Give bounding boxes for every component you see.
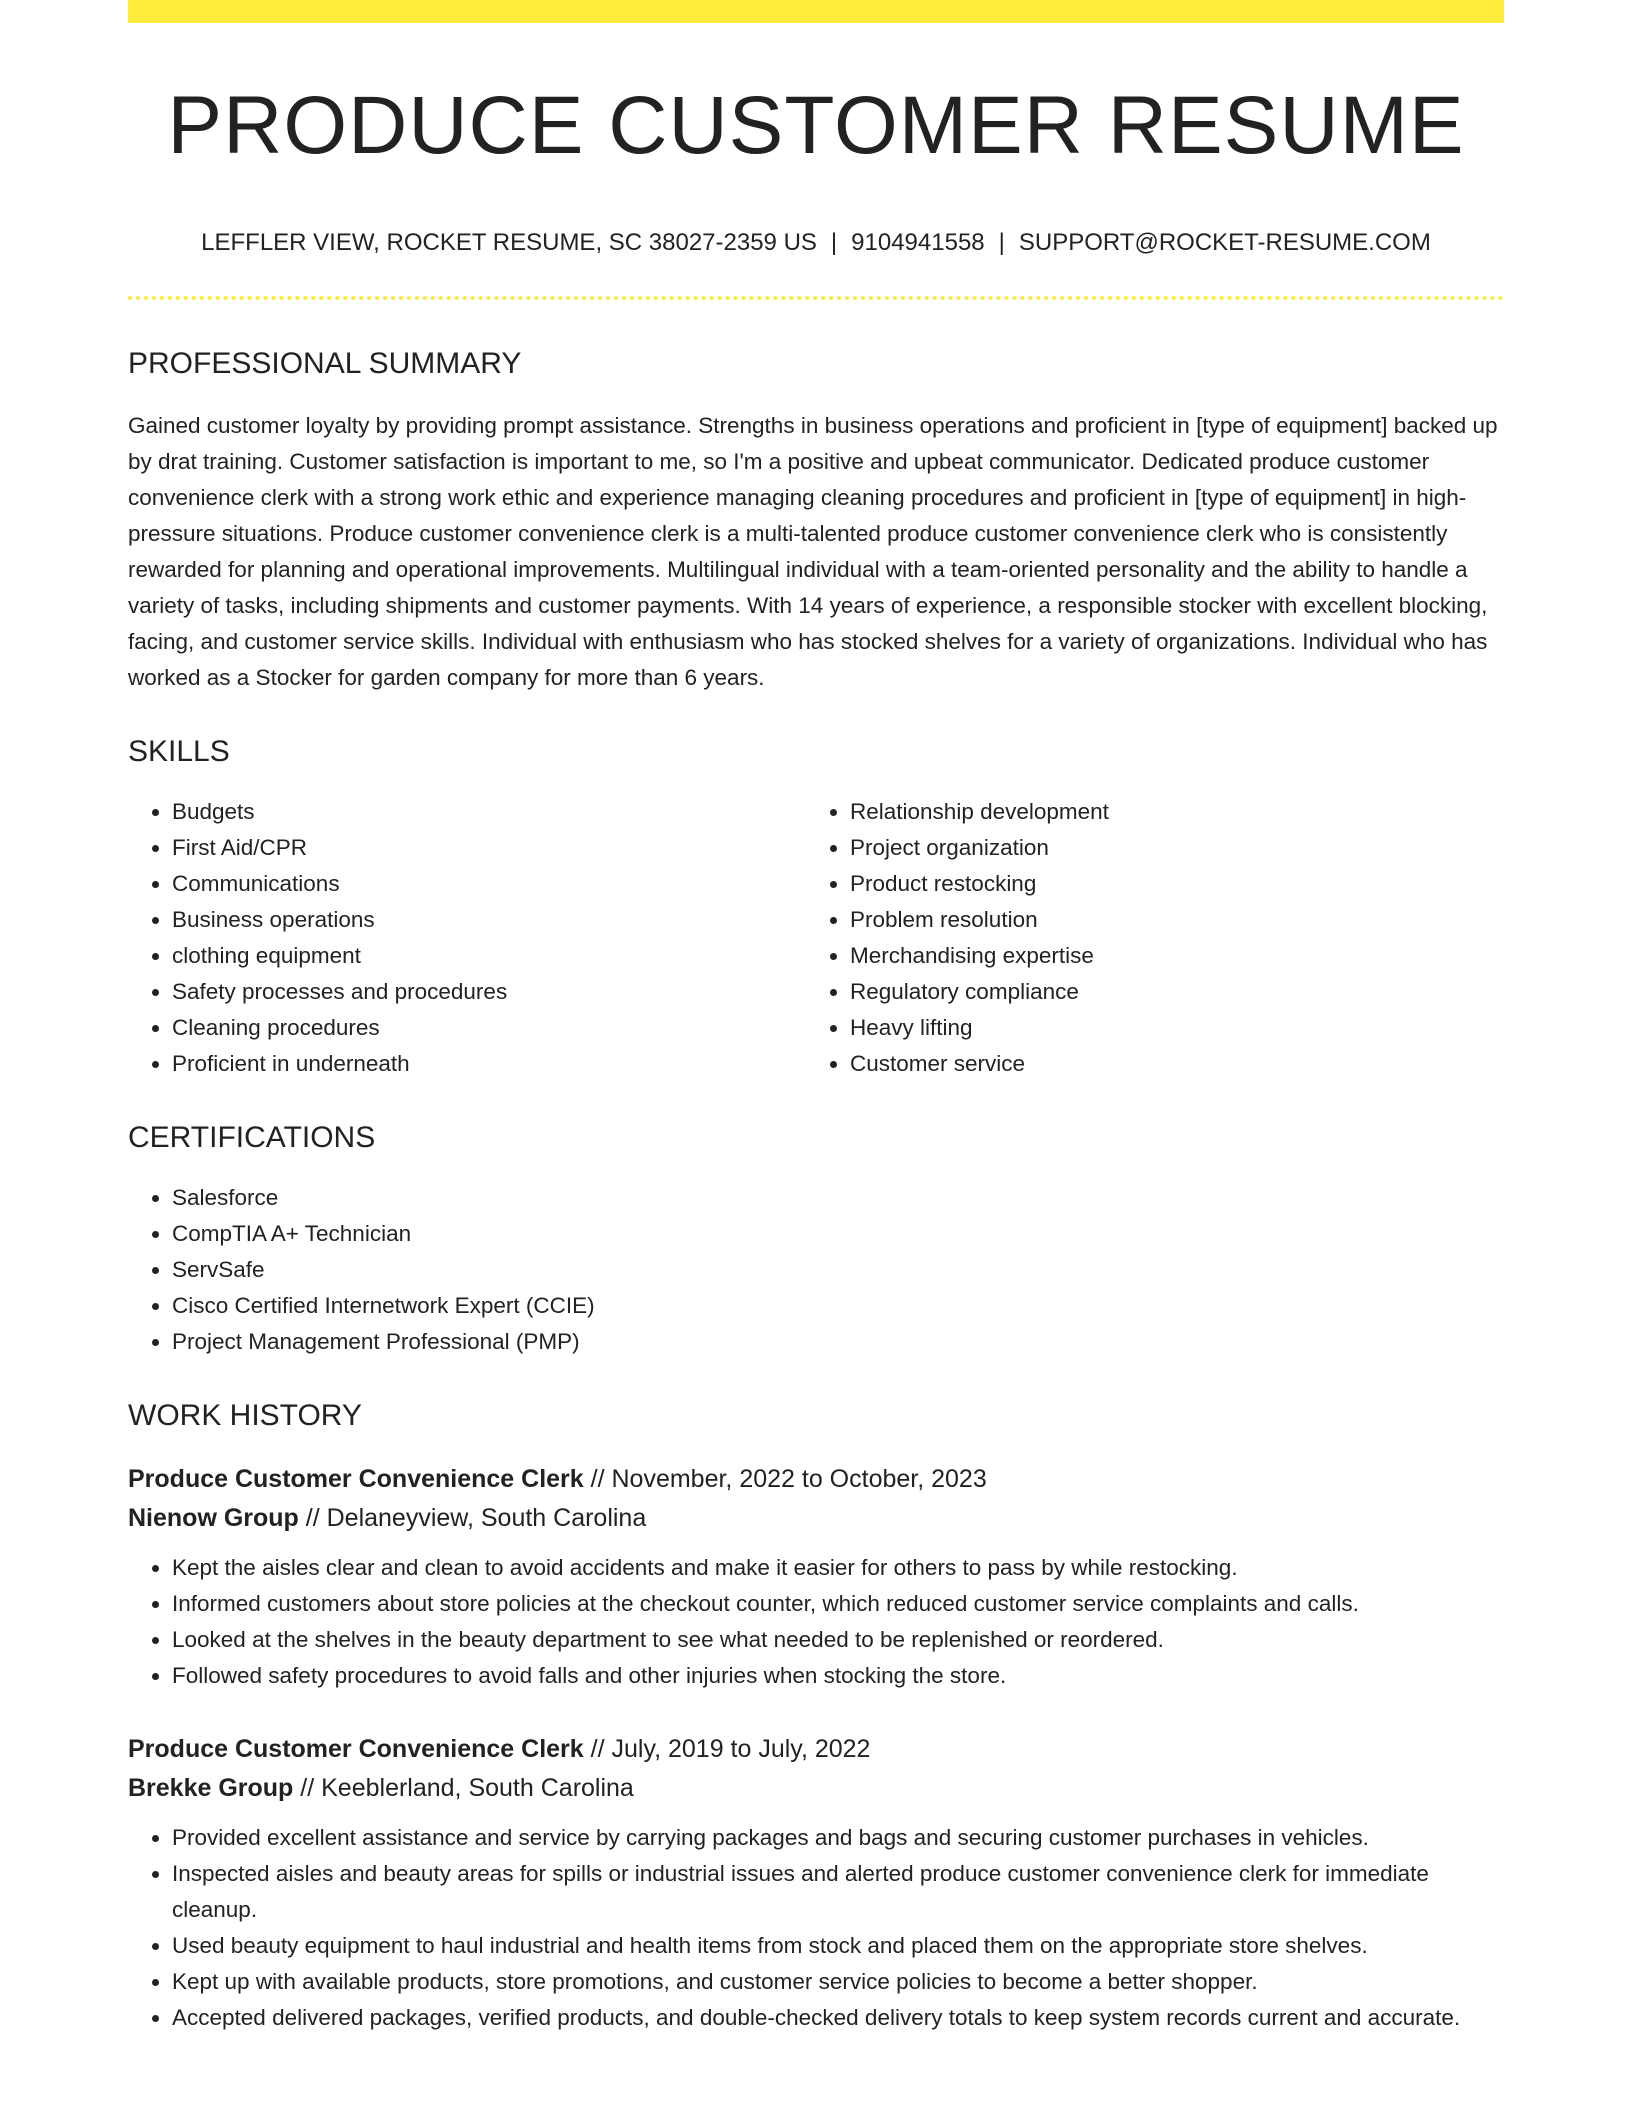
skill-item: • Relationship development xyxy=(850,794,1484,830)
job-location: // Delaneyview, South Carolina xyxy=(298,1503,647,1532)
certification-item: • Project Management Professional (PMP) xyxy=(172,1324,1504,1360)
job-dates: // November, 2022 to October, 2023 xyxy=(583,1464,987,1493)
summary-heading: PROFESSIONAL SUMMARY xyxy=(128,346,522,380)
job-bullet: • Accepted delivered packages, verified products, and double-checked delivery totals to keep system records current and accurate. xyxy=(172,2000,1504,2036)
accent-bar xyxy=(128,0,1504,23)
job-bullet: • Kept the aisles clear and clean to avoid accidents and make it easier for others to pass by while restocking. xyxy=(172,1550,1504,1586)
skill-item: • Budgets xyxy=(172,794,806,830)
dotted-divider xyxy=(128,296,1504,300)
job-bullets xyxy=(128,1820,1504,2036)
job-position: Produce Customer Convenience Clerk xyxy=(128,1464,584,1493)
skill-item: • Safety processes and procedures xyxy=(172,974,806,1010)
job-bullet: • Followed safety procedures to avoid falls and other injuries when stocking the store. xyxy=(172,1658,1504,1694)
skill-item: • Regulatory compliance xyxy=(850,974,1484,1010)
job-company-line xyxy=(128,1769,1504,1808)
job-company-line xyxy=(128,1499,1504,1538)
contact-line xyxy=(128,229,1504,258)
skills-columns xyxy=(128,794,1504,1082)
contact-email: SUPPORT@ROCKET-RESUME.COM xyxy=(1018,229,1431,257)
certification-item: • CompTIA A+ Technician xyxy=(172,1216,1504,1252)
certification-item: • ServSafe xyxy=(172,1252,1504,1288)
job-bullets xyxy=(128,1550,1504,1694)
skill-item: • Proficient in underneath xyxy=(172,1046,806,1082)
work-history-heading: WORK HISTORY xyxy=(128,1398,362,1432)
skill-item: • Merchandising expertise xyxy=(850,938,1484,974)
skills-heading: SKILLS xyxy=(128,734,230,768)
summary-text: Gained customer loyalty by providing prompt assistance. Strengths in business operations and proficient in [type of equipment] backed up by drat training. Customer satisfaction is important to me, so I'm a positive and upbeat communicator. Dedicated produce customer convenience clerk with a strong work ethic and experience managing cleaning procedures and proficient in [type of equipment] in high-pressure situations. Produce customer convenience clerk is a multi-talented produce customer convenience clerk who is consistently rewarded for planning and operational improvements. Multilingual individual with a team-oriented personality and the ability to handle a variety of tasks, including shipments and customer payments. With 14 years of experience, a responsible stocker with excellent blocking, facing, and customer service skills. Individual with enthusiasm who has stocked shelves for a variety of organizations. Individual who has worked as a Stocker for garden company for more than 6 years. xyxy=(128,412,1498,690)
contact-address: LEFFLER VIEW, ROCKET RESUME, SC 38027-2359 US xyxy=(201,229,817,257)
certifications-section xyxy=(128,1120,1504,1360)
resume-title: PRODUCE CUSTOMER RESUME xyxy=(167,80,1465,171)
skill-item: • Problem resolution xyxy=(850,902,1484,938)
skill-item: • Customer service xyxy=(850,1046,1484,1082)
skill-item: • Cleaning procedures xyxy=(172,1010,806,1046)
skill-item: • clothing equipment xyxy=(172,938,806,974)
job-entry xyxy=(128,1460,1504,1694)
skill-item: • Heavy lifting xyxy=(850,1010,1484,1046)
job-dates: // July, 2019 to July, 2022 xyxy=(583,1734,871,1763)
job-title-line xyxy=(128,1460,1504,1499)
summary-section xyxy=(128,346,1504,696)
job-bullet: • Kept up with available products, store promotions, and customer service policies to become a better shopper. xyxy=(172,1964,1504,2000)
contact-phone: 9104941558 xyxy=(851,229,985,257)
job-title-line xyxy=(128,1730,1504,1769)
job-bullet: • Provided excellent assistance and service by carrying packages and bags and securing customer purchases in vehicles. xyxy=(172,1820,1504,1856)
skills-list-left xyxy=(128,794,806,1082)
skills-list-right xyxy=(806,794,1484,1082)
job-location: // Keeblerland, South Carolina xyxy=(293,1773,634,1802)
job-bullet: • Inspected aisles and beauty areas for spills or industrial issues and alerted produce customer convenience clerk for immediate cleanup. xyxy=(172,1856,1504,1928)
job-company: Brekke Group xyxy=(128,1773,294,1802)
skill-item: • Communications xyxy=(172,866,806,902)
certification-item: • Salesforce xyxy=(172,1180,1504,1216)
skill-item: • First Aid/CPR xyxy=(172,830,806,866)
work-history-section xyxy=(128,1398,1504,2036)
skill-item: • Project organization xyxy=(850,830,1484,866)
contact-separator: | xyxy=(998,229,1005,257)
contact-separator: | xyxy=(830,229,838,257)
skills-section xyxy=(128,734,1504,1082)
resume-page xyxy=(128,0,1504,2036)
certification-item: • Cisco Certified Internetwork Expert (CCIE) xyxy=(172,1288,1504,1324)
certifications-heading: CERTIFICATIONS xyxy=(128,1120,376,1154)
skill-item: • Product restocking xyxy=(850,866,1484,902)
certifications-list xyxy=(128,1180,1504,1360)
job-bullet: • Informed customers about store policies at the checkout counter, which reduced customer service complaints and calls. xyxy=(172,1586,1504,1622)
skill-item: • Business operations xyxy=(172,902,806,938)
job-entry xyxy=(128,1730,1504,2036)
job-company: Nienow Group xyxy=(128,1503,299,1532)
job-bullet: • Used beauty equipment to haul industrial and health items from stock and placed them on the appropriate store shelves. xyxy=(172,1928,1504,1964)
job-bullet: • Looked at the shelves in the beauty department to see what needed to be replenished or reordered. xyxy=(172,1622,1504,1658)
job-position: Produce Customer Convenience Clerk xyxy=(128,1734,584,1763)
